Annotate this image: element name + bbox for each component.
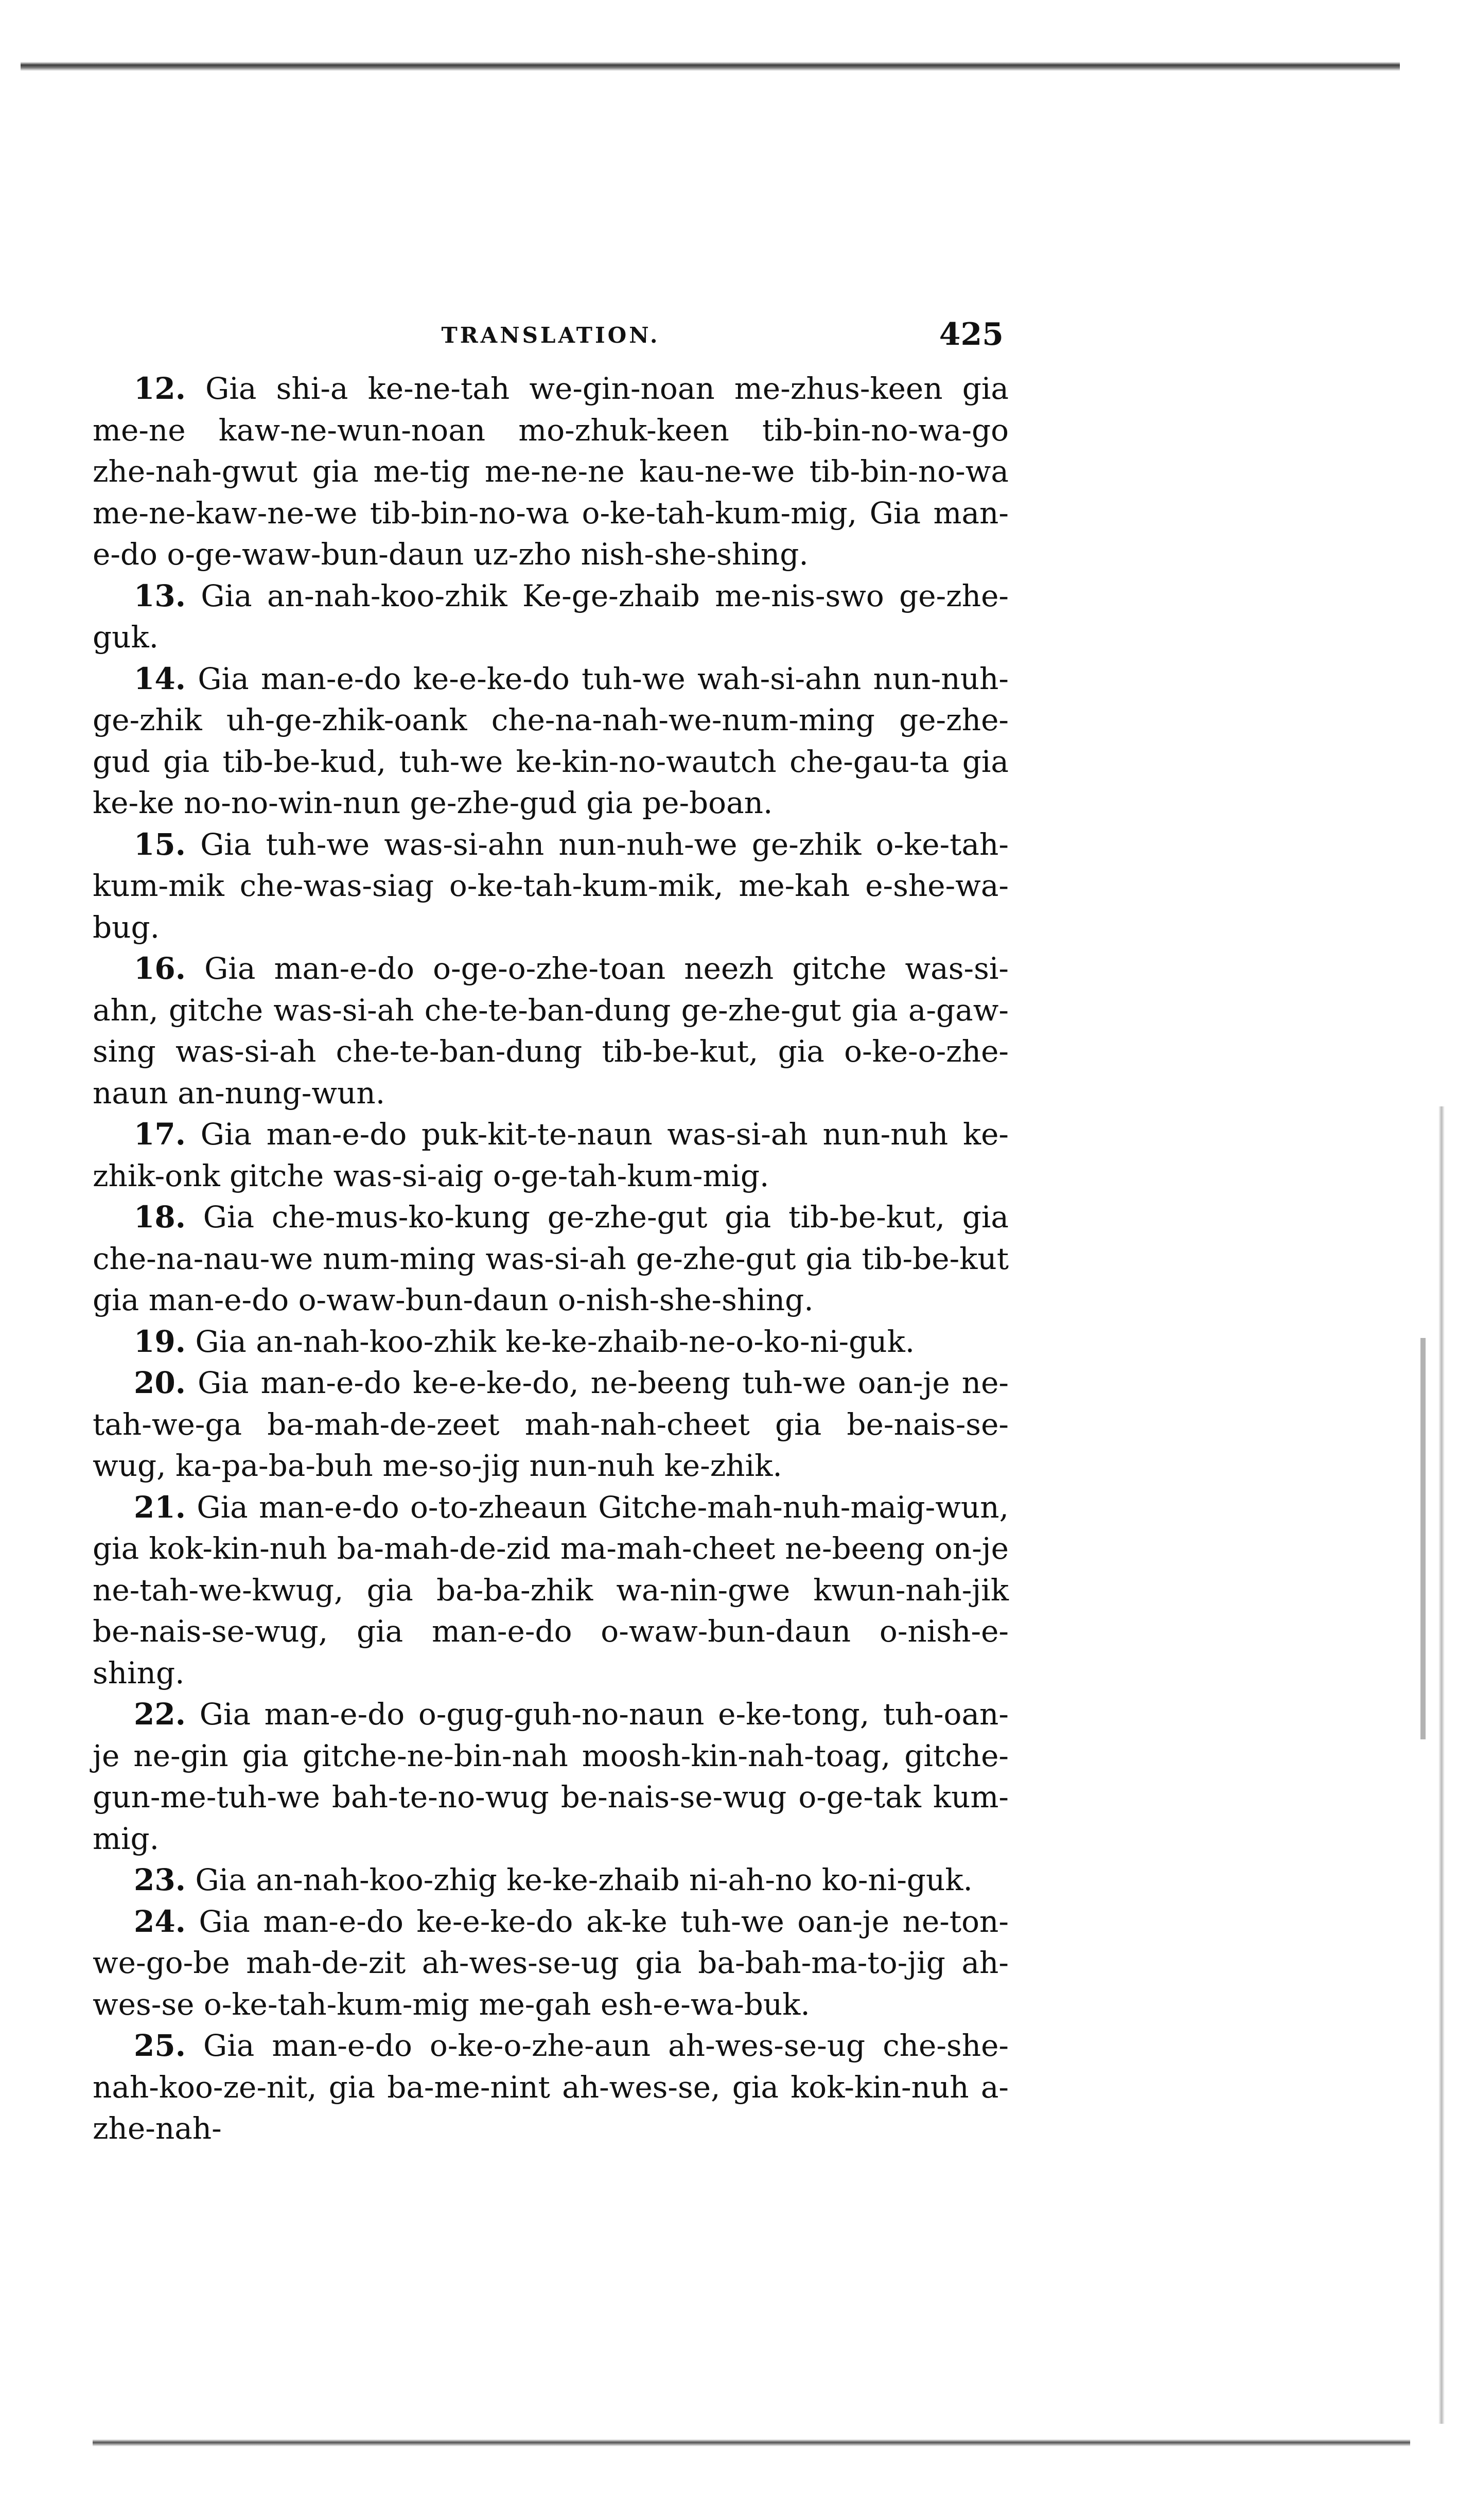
margin-marks — [1420, 1338, 1441, 1739]
verse-13 — [93, 575, 1009, 658]
verse-text: Gia man-e-do o-gug-guh-no-naun e-ke-tong, tuh-oan-je ne-gin gia gitche-ne-bin-nah moosh-kin-nah-toag, gitche-gun-me-tuh-we bah-te-no-wug be-nais-se-wug o-ge-tak kum-mig. — [93, 1697, 1009, 1856]
verse-16 — [93, 948, 1009, 1114]
page-header — [93, 316, 1009, 358]
verse-number: 25. — [134, 2028, 186, 2063]
verse-number: 24. — [134, 1904, 186, 1939]
scan-edge-bottom — [93, 2439, 1410, 2446]
verse-number: 17. — [134, 1117, 186, 1152]
verse-number: 22. — [134, 1697, 186, 1732]
verse-21 — [93, 1487, 1009, 1694]
verse-17 — [93, 1114, 1009, 1196]
verse-text: Gia shi-a ke-ne-tah we-gin-noan me-zhus-keen gia me-ne kaw-ne-wun-noan mo-zhuk-keen tib-bin-no-wa-go zhe-nah-gwut gia me-tig me-ne-ne kau-ne-we tib-bin-no-wa me-ne-kaw-ne-we tib-bin-no-wa o-ke-tah-kum-mig, Gia man-e-do o-ge-waw-bun-daun uz-zho nish-she-shing. — [93, 371, 1009, 572]
verse-19 — [93, 1321, 1009, 1363]
verse-number: 20. — [134, 1365, 186, 1400]
verse-text: Gia man-e-do ke-e-ke-do tuh-we wah-si-ahn nun-nuh-ge-zhik uh-ge-zhik-oank che-na-nah-we-num-ming ge-zhe-gud gia tib-be-kud, tuh-we ke-kin-no-wautch che-gau-ta gia ke-ke no-no-win-nun ge-zhe-gud gia pe-boan. — [93, 661, 1009, 820]
scan-edge-top — [21, 62, 1400, 71]
verse-22 — [93, 1694, 1009, 1859]
text-block — [93, 368, 1009, 2149]
page-number: 425 — [939, 316, 1004, 353]
running-head: TRANSLATION. — [441, 323, 660, 348]
verse-20 — [93, 1362, 1009, 1487]
verse-text: Gia man-e-do o-ke-o-zhe-aun ah-wes-se-ug che-she-nah-koo-ze-nit, gia ba-me-nint ah-wes-se, gia kok-kin-nuh a-zhe-nah- — [93, 2028, 1009, 2146]
verse-number: 19. — [134, 1324, 186, 1359]
verse-number: 12. — [134, 371, 186, 406]
verse-number: 15. — [134, 826, 186, 862]
verse-text: Gia tuh-we was-si-ahn nun-nuh-we ge-zhik o-ke-tah-kum-mik che-was-siag o-ke-tah-kum-mik, me-kah e-she-wa-bug. — [93, 826, 1009, 945]
verse-14 — [93, 658, 1009, 824]
scan-edge-right — [1438, 1106, 1445, 2424]
verse-23 — [93, 1859, 1009, 1901]
verse-number: 21. — [134, 1489, 186, 1525]
verse-text: Gia man-e-do o-to-zheaun Gitche-mah-nuh-maig-wun, gia kok-kin-nuh ba-mah-de-zid ma-mah-cheet ne-beeng on-je ne-tah-we-kwug, gia ba-ba-zhik wa-nin-gwe kwun-nah-jik be-nais-se-wug, gia man-e-do o-waw-bun-daun o-nish-e-shing. — [93, 1489, 1009, 1690]
verse-text: Gia man-e-do puk-kit-te-naun was-si-ah nun-nuh ke-zhik-onk gitche was-si-aig o-ge-tah-kum-mig. — [93, 1117, 1009, 1193]
verse-number: 13. — [134, 578, 186, 613]
verse-text: Gia an-nah-koo-zhik ke-ke-zhaib-ne-o-ko-ni-guk. — [195, 1324, 915, 1359]
verse-18 — [93, 1196, 1009, 1321]
verse-15 — [93, 824, 1009, 948]
verse-text: Gia an-nah-koo-zhik Ke-ge-zhaib me-nis-swo ge-zhe-guk. — [93, 578, 1009, 655]
verse-25 — [93, 2025, 1009, 2149]
verse-text: Gia an-nah-koo-zhig ke-ke-zhaib ni-ah-no ko-ni-guk. — [195, 1862, 973, 1897]
verse-number: 18. — [134, 1200, 186, 1235]
verse-text: Gia man-e-do ke-e-ke-do ak-ke tuh-we oan-je ne-ton-we-go-be mah-de-zit ah-wes-se-ug gia ba-bah-ma-to-jig ah-wes-se o-ke-tah-kum-mig me-gah esh-e-wa-buk. — [93, 1904, 1009, 2022]
verse-text: Gia che-mus-ko-kung ge-zhe-gut gia tib-be-kut, gia che-na-nau-we num-ming was-si-ah ge-zhe-gut gia tib-be-kut gia man-e-do o-waw-bun-daun o-nish-she-shing. — [93, 1200, 1009, 1317]
verse-number: 23. — [134, 1862, 186, 1897]
verse-12 — [93, 368, 1009, 575]
verse-text: Gia man-e-do o-ge-o-zhe-toan neezh gitche was-si-ahn, gitche was-si-ah che-te-ban-dung ge-zhe-gut gia a-gaw-sing was-si-ah che-te-ban-dung tib-be-kut, gia o-ke-o-zhe-naun an-nung-wun. — [93, 951, 1009, 1111]
verse-text: Gia man-e-do ke-e-ke-do, ne-beeng tuh-we oan-je ne-tah-we-ga ba-mah-de-zeet mah-nah-cheet gia be-nais-se-wug, ka-pa-ba-buh me-so-jig nun-nuh ke-zhik. — [93, 1365, 1009, 1483]
verse-number: 16. — [134, 951, 186, 986]
verse-24 — [93, 1901, 1009, 2025]
verse-number: 14. — [134, 661, 186, 696]
